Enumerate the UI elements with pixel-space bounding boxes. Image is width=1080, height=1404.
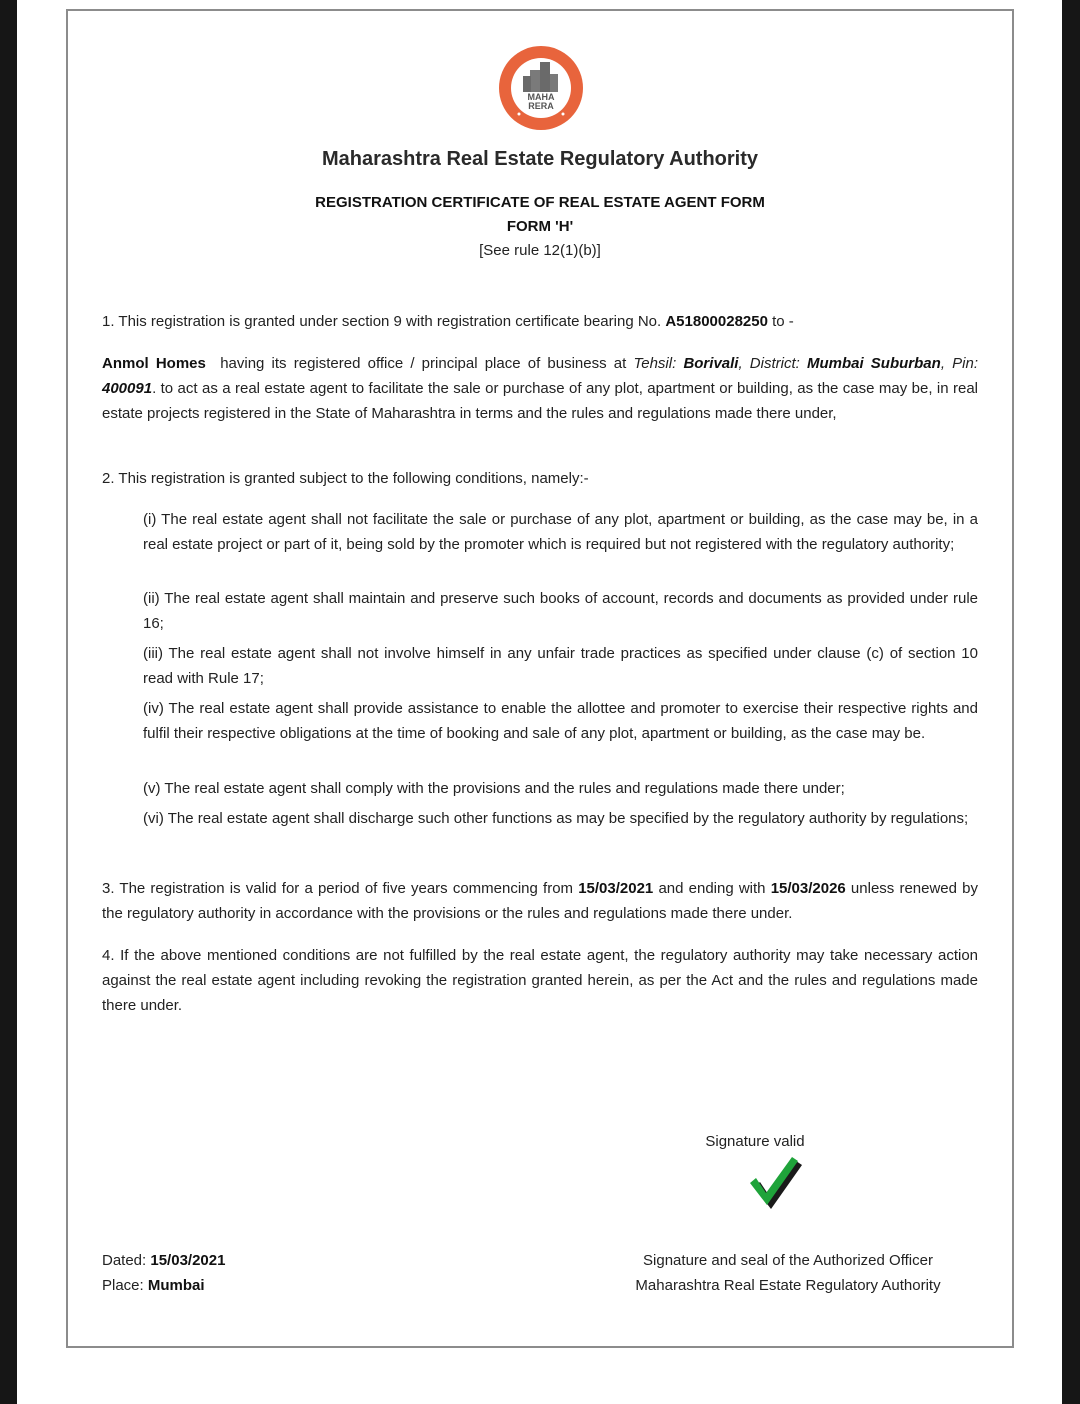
clause-2-intro: 2. This registration is granted subject to the following conditions, namely:- <box>102 470 589 487</box>
authorized-officer-block <box>600 1248 976 1298</box>
place-value: Mumbai <box>147 1277 205 1294</box>
pin-value: 400091 <box>102 380 153 397</box>
rule-reference: [See rule 12(1)(b)] <box>479 242 601 259</box>
condition-i: (i) The real estate agent shall not facilitate the sale or purchase of any plot, apartment or building, as the case may be, in a real estate project or part of it, being sold by the promoter which is required but not registered with the regulatory authority; <box>143 511 978 553</box>
agent-paragraph: Anmol Homes having its registered office / principal place of business at Tehsil: Borivali, District: Mumbai Suburban, Pin: 400091. to act as a real estate agent to facilitate the sale or purchase of any plot, apartment or building, as the case may be, in real estate projects registered in the State of Maharashtra in terms and the rules and regulations made there under, <box>102 355 978 422</box>
maharera-logo-icon <box>497 44 585 132</box>
place-line: Place: Mumbai <box>102 1277 205 1294</box>
svg-text:MAHA: MAHA <box>527 92 555 102</box>
clause-1: 1. This registration is granted under section 9 with registration certificate bearing No. A51800028250 to - <box>102 313 794 330</box>
certificate-number: A51800028250 <box>665 313 768 330</box>
officer-line-2: Maharashtra Real Estate Regulatory Authority <box>635 1277 941 1294</box>
clause-4: 4. If the above mentioned conditions are not fulfilled by the real estate agent, the regulatory authority may take necessary action against the real estate agent including revoking the registration granted herein, as per the Act and the rules and regulations made there under. <box>102 947 978 1014</box>
clause-3: 3. The registration is valid for a period of five years commencing from 15/03/2021 and ending with 15/03/2026 unless renewed by the regulatory authority in accordance with the provisions or the rules and regulations made there under. <box>102 880 978 922</box>
condition-iii: (iii) The real estate agent shall not involve himself in any unfair trade practices as specified under clause (c) of section 10 read with Rule 17; <box>143 645 978 687</box>
officer-line-1: Signature and seal of the Authorized Officer <box>643 1252 933 1269</box>
tehsil-value: Borivali <box>683 355 739 372</box>
validity-start-date: 15/03/2021 <box>578 880 654 897</box>
condition-vi: (vi) The real estate agent shall discharge such other functions as may be specified by the regulatory authority by regulations; <box>143 810 969 827</box>
condition-ii: (ii) The real estate agent shall maintain and preserve such books of account, records and documents as provided under rule 16; <box>143 590 978 632</box>
signature-status: Signature valid <box>705 1133 805 1150</box>
certificate-subtitle: REGISTRATION CERTIFICATE OF REAL ESTATE AGENT FORM <box>315 194 765 211</box>
district-value: Mumbai Suburban <box>806 355 941 372</box>
dated-line: Dated: 15/03/2021 <box>102 1252 226 1269</box>
authority-title: Maharashtra Real Estate Regulatory Authority <box>321 148 759 170</box>
form-name: FORM 'H' <box>506 218 574 235</box>
condition-v: (v) The real estate agent shall comply with the provisions and the rules and regulations made there under; <box>143 780 845 797</box>
dated-value: 15/03/2021 <box>150 1252 226 1269</box>
checkmark-icon <box>746 1155 802 1211</box>
agent-name: Anmol Homes <box>102 355 206 372</box>
svg-text:RERA: RERA <box>528 101 554 111</box>
validity-end-date: 15/03/2026 <box>770 880 846 897</box>
condition-iv: (iv) The real estate agent shall provide assistance to enable the allottee and promoter to exercise their respective rights and fulfil their respective obligations at the time of booking and sale of any plot, apartment or building, as the case may be. <box>143 700 978 742</box>
